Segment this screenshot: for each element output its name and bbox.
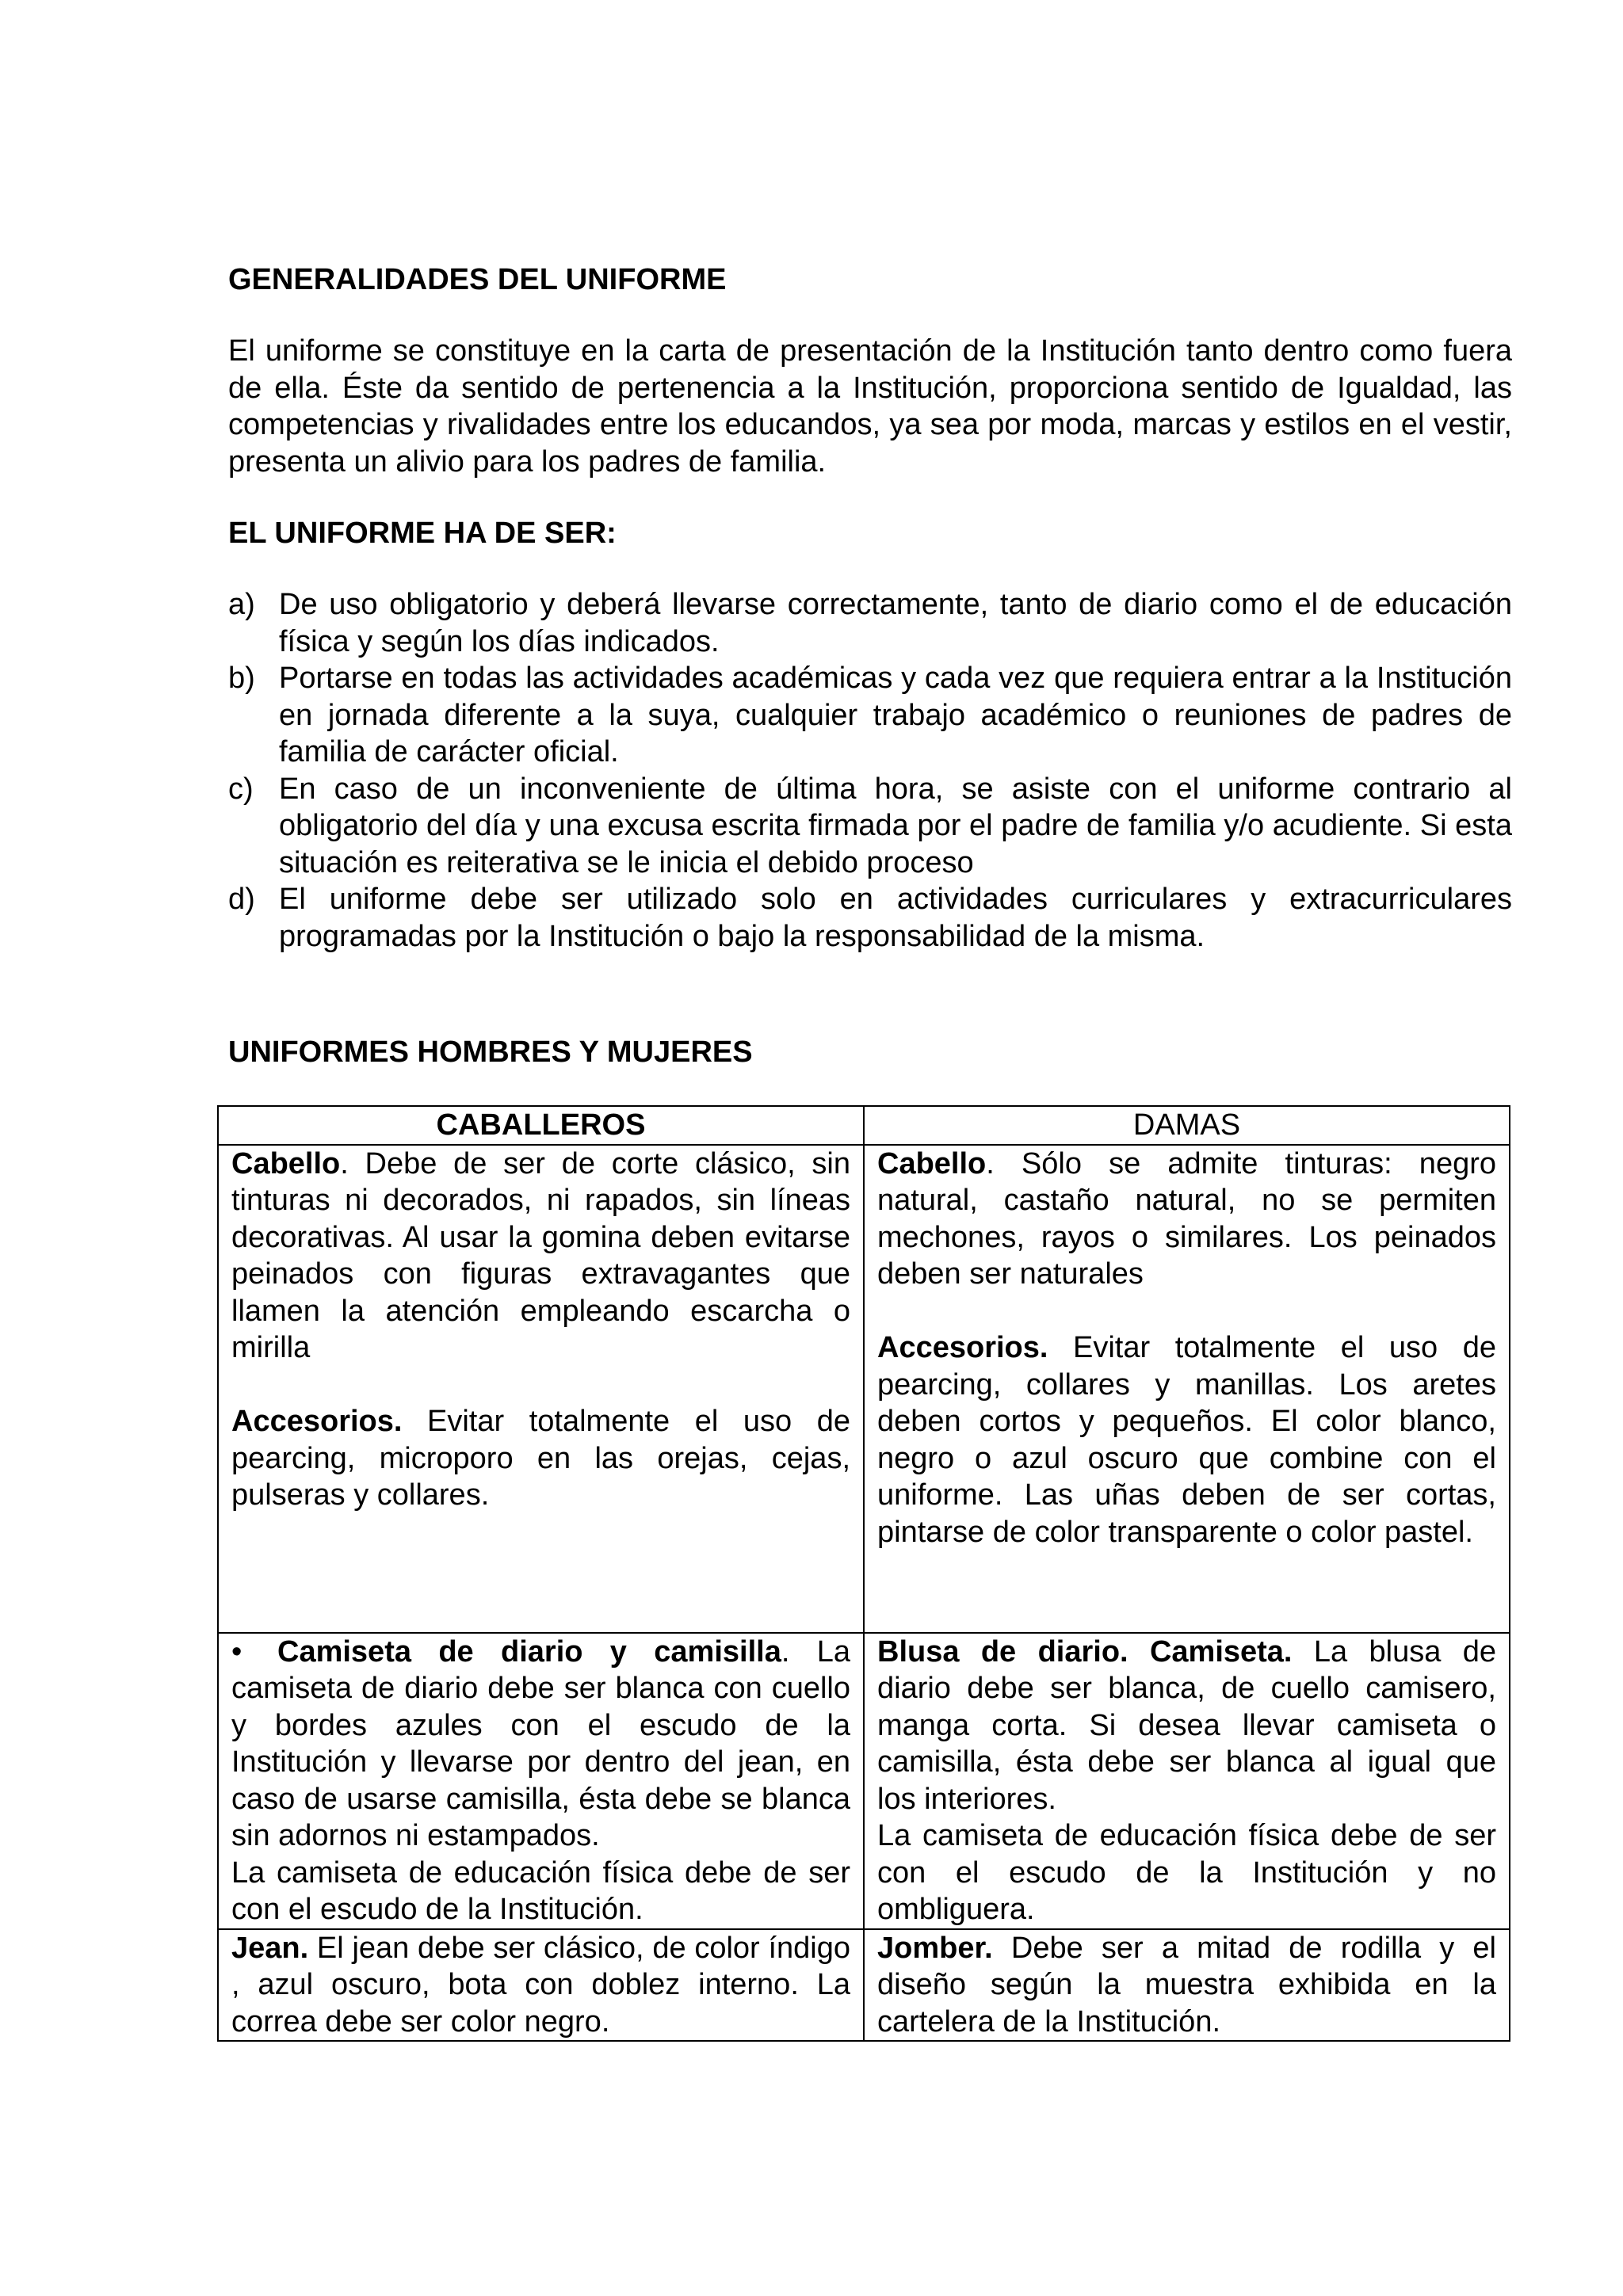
blusa-title: Blusa de diario. Camiseta. xyxy=(877,1634,1293,1669)
col-header-caballeros: CABALLEROS xyxy=(218,1106,864,1145)
blusa-text-2: La camiseta de educación física debe de ser con el escudo de la Institución y no ombliguera. xyxy=(877,1819,1496,1926)
blusa-text: La blusa de diario debe ser blanca, de cuello camisero, manga corta. Si desea llevar camiseta o camisilla, ésta debe ser blanca al igual que los interiores. xyxy=(877,1634,1496,1816)
jomber-title: Jomber. xyxy=(877,1931,993,1965)
cell-damas-blusa xyxy=(864,1633,1510,1929)
list-text: De uso obligatorio y deberá llevarse correctamente, tanto de diario como el de educación física y según los días indicados. xyxy=(279,588,1512,658)
camiseta-title: Camiseta de diario y camisilla xyxy=(277,1634,781,1669)
bullet: • xyxy=(231,1634,242,1669)
camiseta-text-2: La camiseta de educación física debe de ser con el escudo de la Institución. xyxy=(231,1855,850,1926)
cabello-text: . Sólo se admite tinturas: negro natural, castaño natural, no se permiten mechones, rayos o similares. Los peinados deben ser naturales xyxy=(877,1146,1496,1291)
cabello-title: Cabello xyxy=(877,1146,987,1180)
cell-caballeros-cabello xyxy=(218,1145,864,1633)
table-header-row xyxy=(218,1106,1510,1145)
cabello-text: . Debe de ser de corte clásico, sin tinturas ni decorados, ni rapados, sin líneas decorativas. Al usar la gomina deben evitarse peinados con figuras extravagantes que llamen la atención empleando escarcha o mirilla xyxy=(231,1146,850,1364)
table-row xyxy=(218,1145,1510,1633)
cell-caballeros-camiseta xyxy=(218,1633,864,1929)
list-label: d) xyxy=(228,883,255,916)
cell-damas-cabello xyxy=(864,1145,1510,1633)
accesorios-text: Evitar totalmente el uso de pearcing, collares y manillas. Los aretes deben cortos y pequeños. El color blanco, negro o azul oscuro que combine con el uniforme. Las uñas deben de ser cortas, pintarse de color transparente o color pastel. xyxy=(877,1331,1496,1549)
list-label: a) xyxy=(228,588,255,621)
list-label: c) xyxy=(228,772,254,806)
list-item xyxy=(228,771,1512,882)
cell-caballeros-jean xyxy=(218,1929,864,2042)
list-text: El uniforme debe ser utilizado solo en actividades curriculares y extracurriculares programadas por la Institución o bajo la responsabilidad de la misma. xyxy=(279,883,1512,953)
document-page xyxy=(228,261,1512,1096)
heading-generalidades: GENERALIDADES DEL UNIFORME xyxy=(228,263,727,296)
uniform-table xyxy=(217,1105,1510,2042)
cell-damas-jomber xyxy=(864,1929,1510,2042)
list-label: b) xyxy=(228,662,255,695)
jomber-text: Debe ser a mitad de rodilla y el diseño según la muestra exhibida en la cartelera de la Institución. xyxy=(877,1931,1496,2039)
accesorios-title: Accesorios. xyxy=(231,1405,403,1438)
table-row xyxy=(218,1633,1510,1929)
list-item xyxy=(228,586,1512,660)
list-text: En caso de un inconveniente de última hora, se asiste con el uniforme contrario al obligatorio del día y una excusa escrita firmada por el padre de familia y/o acudiente. Si esta situación es reiterativa se le inicia el debido proceso xyxy=(279,772,1512,879)
table-row xyxy=(218,1929,1510,2042)
jean-title: Jean. xyxy=(231,1931,309,1965)
heading-uniformes: UNIFORMES HOMBRES Y MUJERES xyxy=(228,1035,753,1069)
accesorios-text: Evitar totalmente el uso de pearcing, microporo en las orejas, cejas, pulseras y collares. xyxy=(231,1405,850,1512)
col-header-damas: DAMAS xyxy=(864,1106,1510,1145)
list-item xyxy=(228,881,1512,955)
cabello-title: Cabello xyxy=(231,1146,341,1180)
list-text: Portarse en todas las actividades académicas y cada vez que requiera entrar a la Institución en jornada diferente a la suya, cualquier trabajo académico o reuniones de padres de familia de carácter oficial. xyxy=(279,662,1512,769)
jean-text: El jean debe ser clásico, de color índigo , azul oscuro, bota con doblez interno. La correa debe ser color negro. xyxy=(231,1931,850,2039)
accesorios-title: Accesorios. xyxy=(877,1331,1048,1364)
heading-ha-de-ser: EL UNIFORME HA DE SER: xyxy=(228,517,617,550)
rules-list xyxy=(228,586,1512,955)
camiseta-text: . La camiseta de diario debe ser blanca con cuello y bordes azules con el escudo de la Institución y llevarse por dentro del jean, en caso de usarse camisilla, ésta debe se blanca sin adornos ni estampados. xyxy=(231,1634,850,1852)
list-item xyxy=(228,660,1512,771)
intro-paragraph: El uniforme se constituye en la carta de presentación de la Institución tanto dentro como fuera de ella. Éste da sentido de pertenencia a la Institución, proporciona sentido de Igualdad, las competencias y rivalidades entre los educandos, ya sea por moda, marcas y estilos en el vestir, presenta un alivio para los padres de familia. xyxy=(228,334,1512,479)
